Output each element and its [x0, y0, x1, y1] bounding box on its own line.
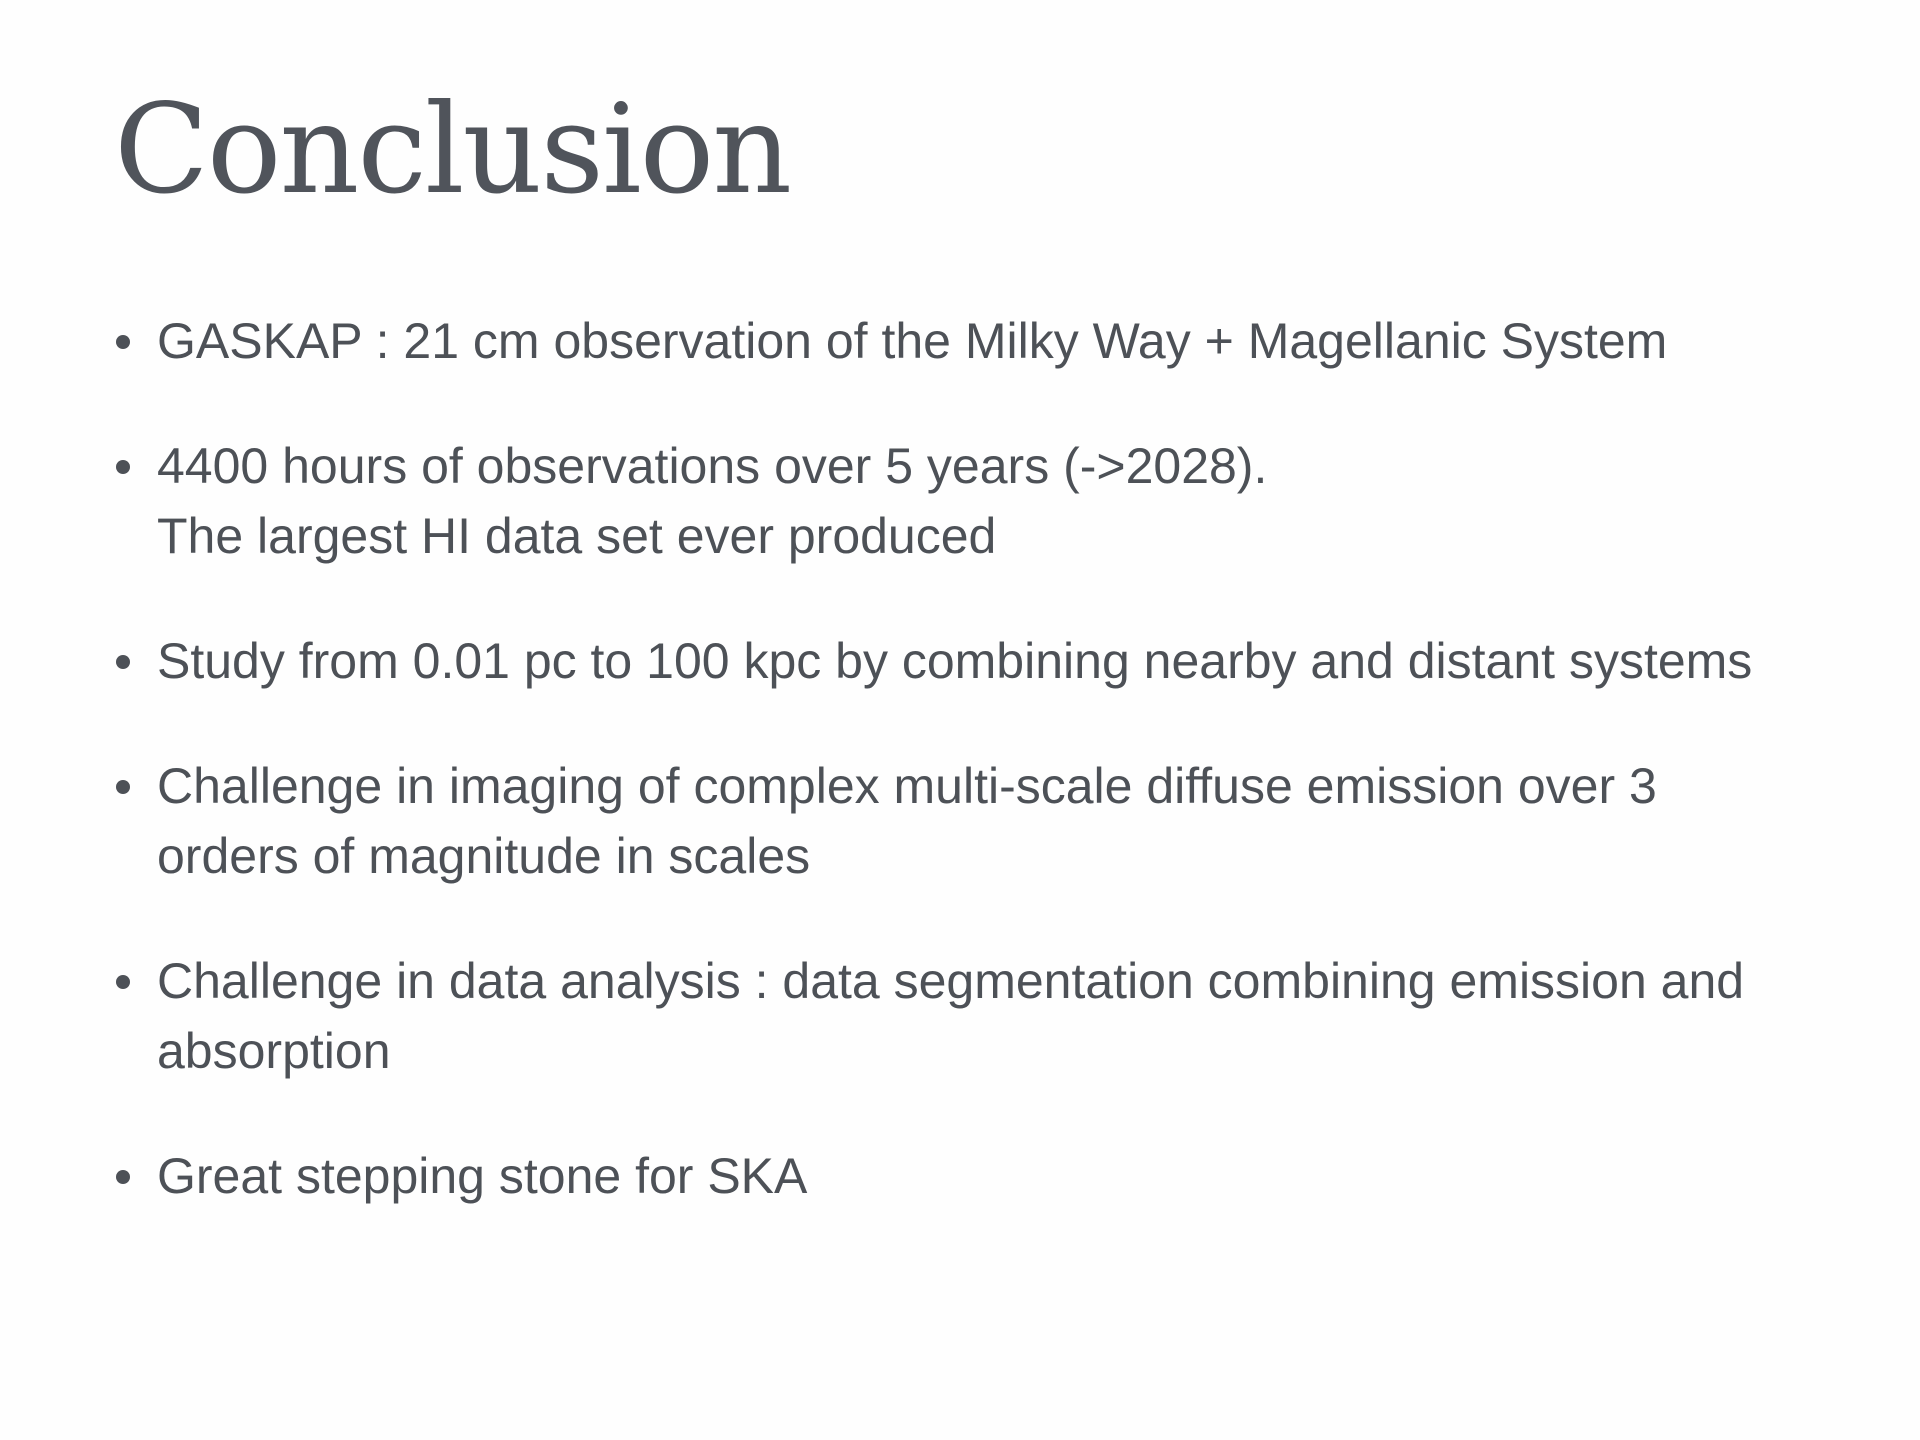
bullet-text: Study from 0.01 pc to 100 kpc by combining nearby and distant systems: [157, 633, 1753, 690]
bullet-text: 4400 hours of observations over 5 years (->2028).: [157, 438, 1268, 495]
bullet-text: Challenge in data analysis : data segmentation combining emission and: [157, 953, 1745, 1010]
bullet-dot-icon: [116, 780, 130, 794]
bullet-dot-icon: [116, 335, 130, 349]
bullet-list: [114, 306, 1840, 1211]
bullet-item-imaging-challenge: [114, 751, 1840, 891]
bullet-text: Challenge in imaging of complex multi-scale diffuse emission over 3: [157, 758, 1657, 815]
bullet-text: GASKAP : 21 cm observation of the Milky Way + Magellanic System: [157, 313, 1668, 370]
bullet-dot-icon: [116, 975, 130, 989]
bullet-dot-icon: [116, 655, 130, 669]
bullet-text: orders of magnitude in scales: [157, 828, 811, 885]
bullet-text: Great stepping stone for SKA: [157, 1148, 808, 1205]
slide-title: Conclusion: [114, 78, 791, 222]
bullet-item-observation-hours: [114, 431, 1840, 571]
bullet-item-scale-study: [114, 626, 1840, 696]
bullet-text: The largest HI data set ever produced: [157, 508, 997, 565]
bullet-item-ska: [114, 1141, 1840, 1211]
bullet-dot-icon: [116, 460, 130, 474]
bullet-text: absorption: [157, 1023, 391, 1080]
bullet-dot-icon: [116, 1170, 130, 1184]
bullet-item-analysis-challenge: [114, 946, 1840, 1086]
bullet-item-gaskap: [114, 306, 1840, 376]
